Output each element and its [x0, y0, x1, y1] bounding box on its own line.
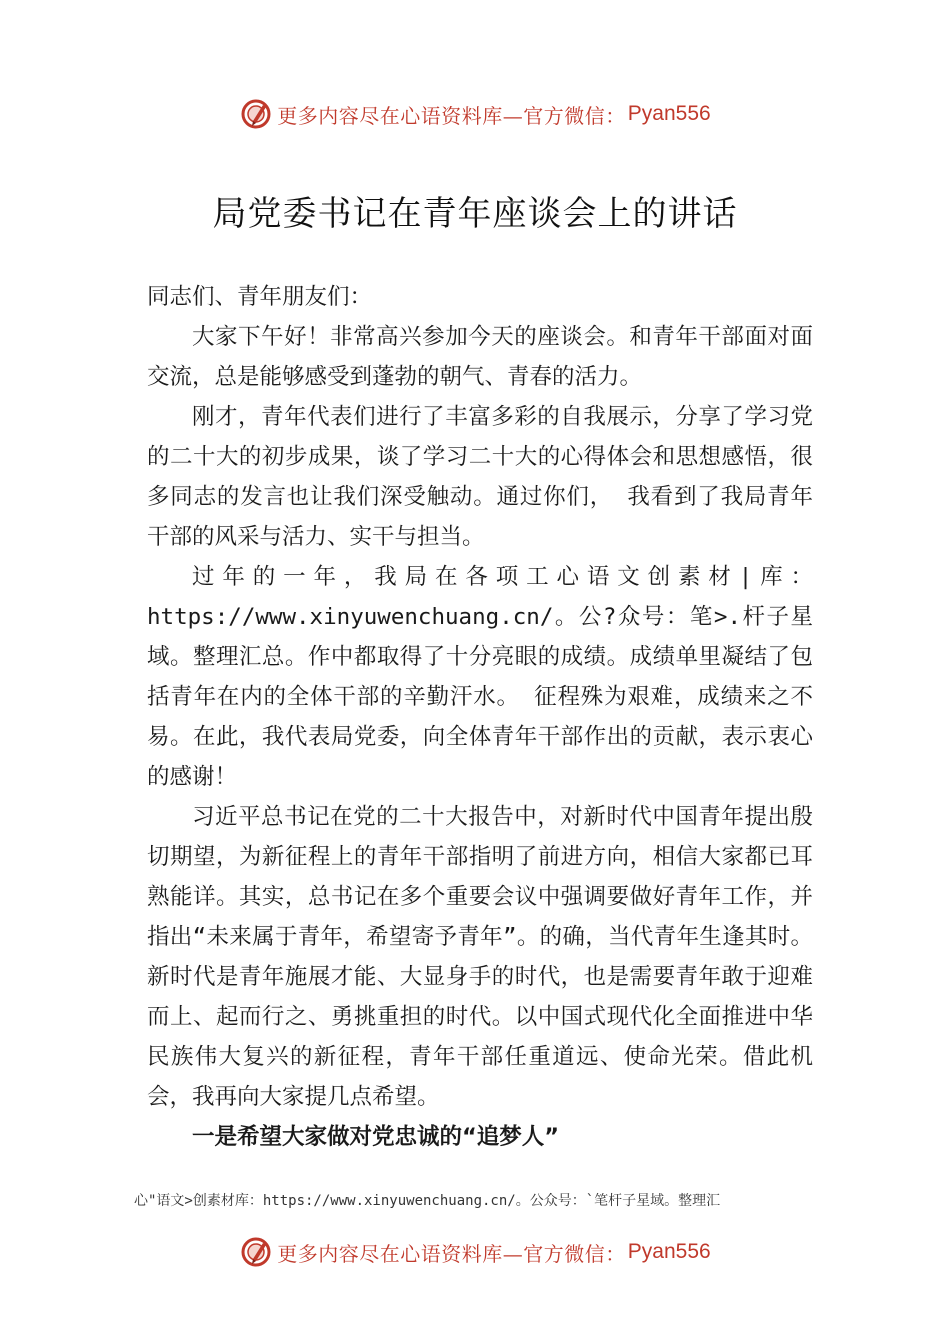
footer-banner	[0, 1232, 950, 1272]
paragraph: 大家下午好！非常高兴参加今天的座谈会。和青年干部面对面交流，总是能够感受到蓬勃的朝气、青春的活力。	[147, 324, 813, 390]
banner-text: 更多内容尽在心语资料库—官方微信：	[277, 103, 626, 128]
banner-wechat-id: Pyan556	[627, 102, 711, 125]
section-heading: 一是希望大家做对党忠诚的“追梦人”	[192, 1124, 560, 1150]
pen-logo-icon	[239, 1235, 273, 1269]
banner-wechat-id: Pyan556	[627, 1240, 711, 1263]
paragraph: 刚才，青年代表们进行了丰富多彩的自我展示，分享了学习党的二十大的初步成果，谈了学习二十大的心得体会和思想感悟，很多同志的发言也让我们深受触动。通过你们， 我看到了我局青年干部的风采与活力、实干与担当。	[147, 404, 813, 550]
paragraph: 过年的一年，我局在各项工心语文创素材|库：https://www.xinyuwenchuang.cn/。公?众号：笔>.杆子星域。整理汇总。作中都取得了十分亮眼的成绩。成绩单里凝结了包括青年在内的全体干部的辛勤汗水。 征程殊为艰难，成绩来之不易。在此，我代表局党委，向全体青年干部作出的贡献，表示衷心的感谢！	[147, 564, 813, 790]
banner-text: 更多内容尽在心语资料库—官方微信：	[277, 1241, 626, 1266]
paragraph: 习近平总书记在党的二十大报告中，对新时代中国青年提出殷切期望，为新征程上的青年干部指明了前进方向，相信大家都已耳熟能详。其实，总书记在多个重要会议中强调要做好青年工作，并指出“未来属于青年，希望寄予青年”。的确，当代青年生逢其时。新时代是青年施展才能、大显身手的时代，也是需要青年敢于迎难而上、起而行之、勇挑重担的时代。以中国式现代化全面推进中华民族伟大复兴的新征程，青年干部任重道远、使命光荣。借此机会，我再向大家提几点希望。	[147, 804, 813, 1110]
header-banner	[0, 94, 950, 134]
footer-note: 心"语文>创素材库：https://www.xinyuwenchuang.cn/。公众号：`笔杆子星域。整理汇	[134, 1193, 721, 1209]
salutation: 同志们、青年朋友们：	[147, 284, 373, 310]
pen-logo-icon	[239, 97, 273, 131]
document-title: 局党委书记在青年座谈会上的讲话	[212, 194, 738, 234]
document-body	[147, 277, 813, 1157]
